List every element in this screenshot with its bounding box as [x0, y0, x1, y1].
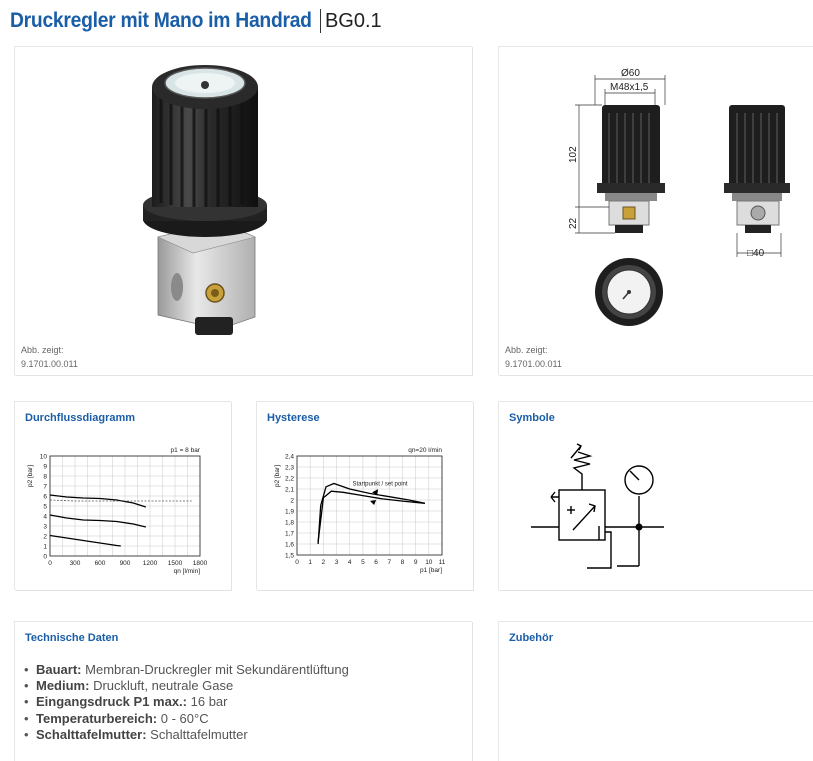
x-tick-label: 6 [374, 559, 378, 566]
drawing-caption [505, 343, 562, 371]
spec-label: Medium: [36, 678, 90, 694]
pneumatic-symbol [499, 440, 813, 590]
accessories-title: Zubehör [509, 632, 553, 644]
list-item [24, 727, 349, 743]
caption-label: Abb. zeigt: [21, 345, 64, 355]
x-tick-label: 2 [321, 559, 326, 566]
list-item [24, 711, 349, 727]
set-point-label: Startpunkt / set point [352, 481, 408, 488]
spec-value: Membran-Druckregler mit Sekundärentlüftung [85, 662, 349, 677]
y-tick-label: 1,9 [284, 508, 294, 516]
symbols-panel [498, 401, 813, 590]
flow-diagram-panel [14, 401, 231, 590]
dim-thread: M48x1,5 [610, 82, 649, 93]
x-tick-label: 3 [334, 559, 339, 566]
spec-value: 0 - 60°C [160, 710, 209, 726]
accessories-panel [498, 621, 813, 761]
dim-square: □40 [747, 248, 765, 259]
series-line [50, 536, 121, 547]
y-tick-label: 1,6 [284, 541, 294, 549]
y-tick-label: 6 [43, 493, 47, 501]
x-tick-label: 1500 [167, 560, 183, 567]
x-tick-label: 0 [295, 559, 299, 566]
spec-label: Schalttafelmutter: [36, 726, 147, 742]
flow-chart [15, 440, 231, 590]
drawing-panel [498, 46, 813, 375]
y-tick-label: 3 [43, 523, 47, 531]
dim-height: 102 [568, 146, 579, 163]
list-item [24, 694, 349, 710]
x-axis-label: p1 [bar] [419, 567, 442, 574]
x-tick-label: 11 [438, 559, 446, 566]
x-tick-label: 300 [69, 560, 81, 567]
x-tick-label: 900 [119, 560, 131, 567]
dim-diameter: Ø60 [621, 68, 640, 79]
list-item [24, 662, 349, 678]
series-line [318, 491, 425, 542]
x-tick-label: 5 [361, 559, 365, 566]
dim-bottom: 22 [568, 217, 579, 229]
dimension-drawing [499, 47, 813, 347]
x-tick-label: 1200 [142, 560, 158, 567]
y-tick-label: 2,2 [284, 475, 294, 483]
spec-label: Temperaturbereich: [36, 710, 158, 726]
list-item [24, 678, 349, 694]
caption-label: Abb. zeigt: [505, 345, 548, 355]
x-tick-label: 4 [347, 559, 352, 566]
series-line [50, 515, 146, 527]
tech-data-title: Technische Daten [25, 632, 119, 644]
x-tick-label: 9 [413, 559, 418, 566]
y-tick-label: 1 [43, 543, 47, 551]
y-tick-label: 2,4 [284, 453, 294, 461]
y-tick-label: 8 [43, 473, 47, 481]
y-tick-label: 10 [39, 453, 47, 461]
x-tick-label: 7 [387, 559, 392, 566]
series-line [318, 481, 425, 545]
spec-label: Bauart: [36, 662, 82, 677]
x-tick-label: 1 [308, 559, 312, 566]
y-tick-label: 9 [43, 463, 47, 471]
y-tick-label: 2 [290, 497, 294, 505]
x-axis-label: qn [l/min] [173, 568, 200, 575]
hysteresis-title: Hysterese [267, 412, 320, 424]
chart-annotation: p1 = 8 bar [170, 447, 200, 454]
tech-data-list [24, 662, 349, 743]
y-tick-label: 4 [43, 513, 47, 521]
product-caption [21, 343, 78, 371]
product-image-panel [14, 46, 472, 375]
y-axis-label: p2 [bar] [274, 464, 281, 488]
caption-number: 9.1701.00.011 [505, 359, 562, 369]
x-tick-label: 8 [400, 559, 405, 566]
product-photo [15, 47, 472, 347]
chart-annotation: qn=20 l/min [408, 447, 442, 454]
page-title [10, 6, 382, 36]
symbols-title: Symbole [509, 412, 555, 424]
spec-label: Eingangsdruck P1 max.: [36, 694, 187, 710]
y-tick-label: 1,5 [284, 552, 294, 560]
y-axis-label: p2 [bar] [27, 464, 34, 488]
spec-value: Druckluft, neutrale Gase [93, 678, 234, 694]
x-tick-label: 600 [94, 560, 106, 567]
caption-number: 9.1701.00.011 [21, 359, 78, 369]
spec-value: 16 bar [190, 694, 228, 710]
y-tick-label: 1,8 [284, 519, 294, 527]
y-tick-label: 0 [43, 553, 47, 561]
y-tick-label: 2,3 [284, 464, 294, 472]
y-tick-label: 7 [43, 483, 47, 491]
title-divider [320, 9, 321, 33]
x-tick-label: 10 [425, 559, 433, 566]
y-tick-label: 2,1 [284, 486, 294, 494]
arrow-down-icon [370, 500, 376, 505]
product-code: BG0.1 [324, 9, 382, 32]
y-tick-label: 2 [43, 533, 47, 541]
x-tick-label: 0 [48, 560, 52, 567]
x-tick-label: 1800 [192, 560, 208, 567]
flow-diagram-title: Durchflussdiagramm [25, 412, 136, 424]
y-tick-label: 1,7 [284, 530, 294, 538]
hysteresis-panel [256, 401, 473, 590]
y-tick-label: 5 [43, 503, 47, 511]
hysteresis-chart [257, 440, 473, 590]
spec-value: Schalttafelmutter [150, 726, 248, 742]
product-title: Druckregler mit Mano im Handrad [10, 9, 312, 32]
